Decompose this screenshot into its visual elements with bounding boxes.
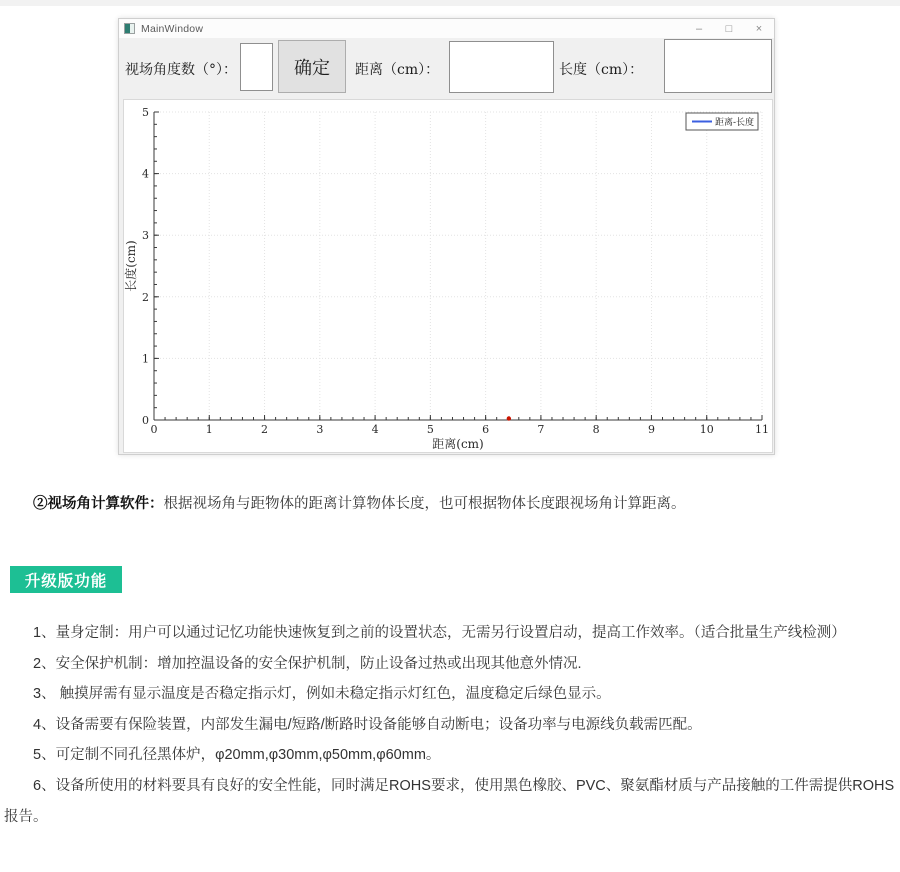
software-description [4,493,897,515]
svg-text:6: 6 [482,423,490,436]
svg-text:1: 1 [205,423,213,436]
distance-label: 距离（cm）： [355,62,440,78]
maximize-button[interactable]: □ [725,22,733,35]
svg-text:2: 2 [261,423,269,436]
svg-text:4: 4 [371,423,379,436]
fov-label: 视场角度数（°）： [125,62,237,78]
distance-length-chart [124,100,772,452]
svg-text:0: 0 [142,414,149,427]
list-item: 4、设备需要有保险装置，内部发生漏电/短路/断路时设备能够自动断电；设备功率与电源线负载需匹配。 [33,716,702,733]
svg-text:0: 0 [150,423,158,436]
svg-text:9: 9 [647,423,655,436]
svg-text:2: 2 [142,290,149,304]
window-controls [684,19,774,38]
distance-input[interactable] [449,41,554,93]
svg-text:3: 3 [316,423,324,436]
list-item: 2、安全保护机制：增加控温设备的安全保护机制，防止设备过热或出现其他意外情况. [33,655,582,672]
list-item: 3、 触摸屏需有显示温度是否稳定指示灯，例如未稳定指示灯红色，温度稳定后绿色显示。 [33,686,611,703]
svg-text:距离(cm): 距离(cm) [432,437,484,451]
software-description-text: 根据视场角与距物体的距离计算物体长度，也可根据物体长度跟视场角计算距离。 [163,496,686,512]
svg-text:7: 7 [537,423,545,436]
upgrade-features-badge: 升级版功能 [10,566,122,593]
window-title: MainWindow [141,22,204,35]
svg-text:1: 1 [142,352,149,366]
confirm-button[interactable]: 确定 [278,40,346,93]
list-item: 5、可定制不同孔径黑体炉，φ20mm,φ30mm,φ50mm,φ60mm。 [33,747,441,764]
minimize-button[interactable]: – [695,22,703,35]
top-strip [0,0,900,6]
app-icon [124,23,135,34]
svg-text:5: 5 [142,106,149,119]
chart-panel [123,99,773,453]
feature-list [4,618,897,832]
length-input[interactable] [664,39,772,93]
list-item: 1、量身定制：用户可以通过记忆功能快速恢复到之前的设置状态，无需另行设置启动，提高工作效率。（适合批量生产线检测） [33,625,846,641]
svg-text:11: 11 [755,423,769,436]
close-button[interactable]: × [755,22,763,35]
svg-text:4: 4 [142,167,149,181]
svg-text:5: 5 [426,423,434,436]
list-item: 6、设备所使用的材料要具有良好的安全性能，同时满足ROHS要求，使用黑色橡胶、PVC、聚氨酯材质与产品接触的工件需提供ROHS报告。 [4,777,895,825]
svg-text:距离-长度: 距离-长度 [715,118,755,128]
length-label: 长度（cm）： [559,62,644,78]
svg-text:长度(cm): 长度(cm) [124,240,138,292]
main-window [118,18,775,455]
svg-text:8: 8 [592,423,600,436]
fov-input[interactable] [240,43,273,91]
title-bar[interactable] [119,19,774,38]
svg-text:10: 10 [699,423,714,436]
software-description-title: ②视场角计算软件： [33,496,164,512]
svg-text:3: 3 [142,229,149,243]
